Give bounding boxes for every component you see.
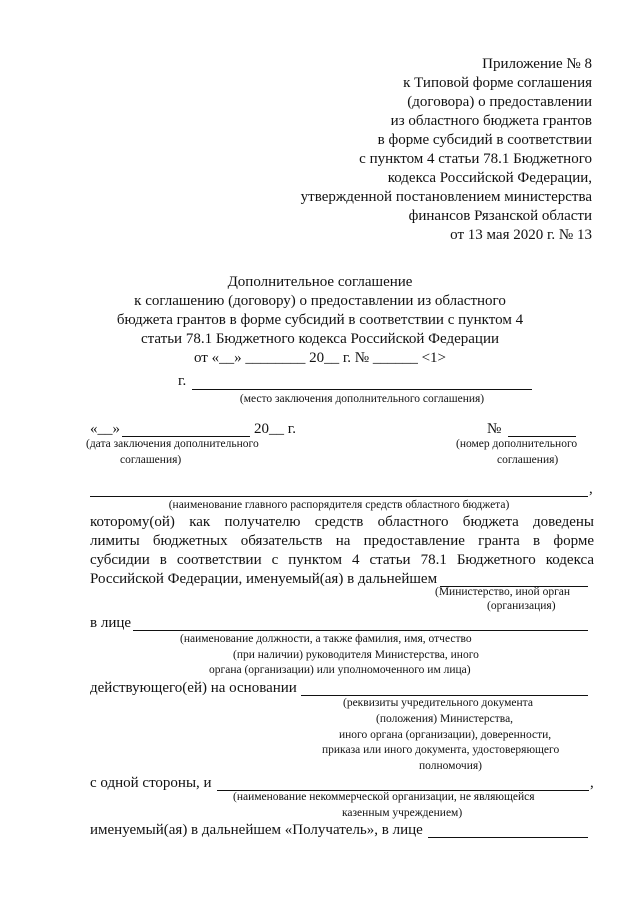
basis-caption: полномочия) (419, 760, 482, 772)
organization-caption: казенным учреждением) (342, 807, 463, 819)
appendix-line: с пунктом 4 статьи 78.1 Бюджетного (359, 151, 592, 167)
appendix-line: утвержденной постановлением министерства (300, 189, 592, 205)
number-prefix: № (487, 421, 502, 437)
organization-caption: (наименование некоммерческой организации, не являющейся (233, 791, 535, 803)
basis-caption: приказа или иного документа, удостоверяющего (322, 744, 560, 756)
number-caption: (номер дополнительного (456, 438, 578, 450)
date-caption: соглашения) (120, 454, 182, 466)
number-field[interactable] (508, 436, 576, 437)
appendix-line: к Типовой форме соглашения (403, 75, 592, 91)
appendix-line: Приложение № 8 (482, 56, 592, 72)
basis-caption: (положения) Министерства, (376, 713, 514, 725)
person-caption: (наименование должности, а также фамилия, имя, отчество (180, 633, 472, 645)
title-line: бюджета грантов в форме субсидий в соответствии с пунктом 4 (116, 312, 524, 328)
paragraph-line: которому(ой) как получателю средств областного бюджета доведены (90, 514, 594, 530)
paragraph-line: Российской Федерации, именуемый(ая) в дальнейшем (90, 571, 438, 587)
appendix-line: из областного бюджета грантов (390, 113, 592, 129)
person-caption: (при наличии) руководителя Министерства, иного (233, 649, 479, 661)
date-day: «__» (90, 421, 120, 437)
date-month-field[interactable] (122, 436, 250, 437)
place-field[interactable] (192, 389, 532, 390)
recipient-line: именуемый(ая) в дальнейшем «Получатель», в лице (90, 822, 423, 838)
side-prefix: с одной стороны, и (90, 775, 212, 791)
appendix-line: кодекса Российской Федерации, (387, 170, 592, 186)
distributor-field[interactable] (90, 496, 588, 497)
basis-caption: иного органа (организации), доверенности, (339, 729, 552, 741)
appendix-line: от 13 мая 2020 г. № 13 (450, 227, 592, 243)
paragraph-line: лимиты бюджетных обязательств на предоставление гранта в форме (90, 533, 594, 549)
person-field[interactable] (133, 630, 588, 631)
date-year: 20__ г. (254, 421, 296, 437)
person-caption: органа (организации) или уполномоченного им лица) (209, 664, 471, 676)
number-caption: соглашения) (497, 454, 559, 466)
distributor-comma: , (589, 481, 593, 497)
basis-caption: (реквизиты учредительного документа (343, 697, 533, 709)
side-comma: , (590, 775, 594, 791)
title-line: статьи 78.1 Бюджетного кодекса Российской Федерации (140, 331, 500, 347)
paragraph-line: субсидии в соответствии с пунктом 4 статьи 78.1 Бюджетного кодекса (90, 552, 594, 568)
ministry-caption: (Министерство, иной орган (435, 586, 571, 598)
title-date-line: от «__» ________ 20__ г. № ______ <1> (193, 350, 447, 366)
place-caption: (место заключения дополнительного соглашения) (239, 393, 485, 405)
person-prefix: в лице (90, 615, 132, 631)
date-caption: (дата заключения дополнительного (86, 438, 259, 450)
title-line: Дополнительное соглашение (227, 274, 413, 290)
basis-field[interactable] (301, 695, 588, 696)
ministry-caption: (организация) (487, 600, 556, 612)
recipient-field[interactable] (428, 837, 588, 838)
title-line: к соглашению (договору) о предоставлении из областного (134, 293, 506, 309)
appendix-line: в форме субсидий в соответствии (377, 132, 592, 148)
basis-prefix: действующего(ей) на основании (90, 680, 297, 696)
appendix-line: финансов Рязанской области (408, 208, 592, 224)
appendix-line: (договора) о предоставлении (407, 94, 592, 110)
place-prefix: г. (178, 373, 187, 389)
distributor-caption: (наименование главного распорядителя средств областного бюджета) (168, 499, 510, 511)
